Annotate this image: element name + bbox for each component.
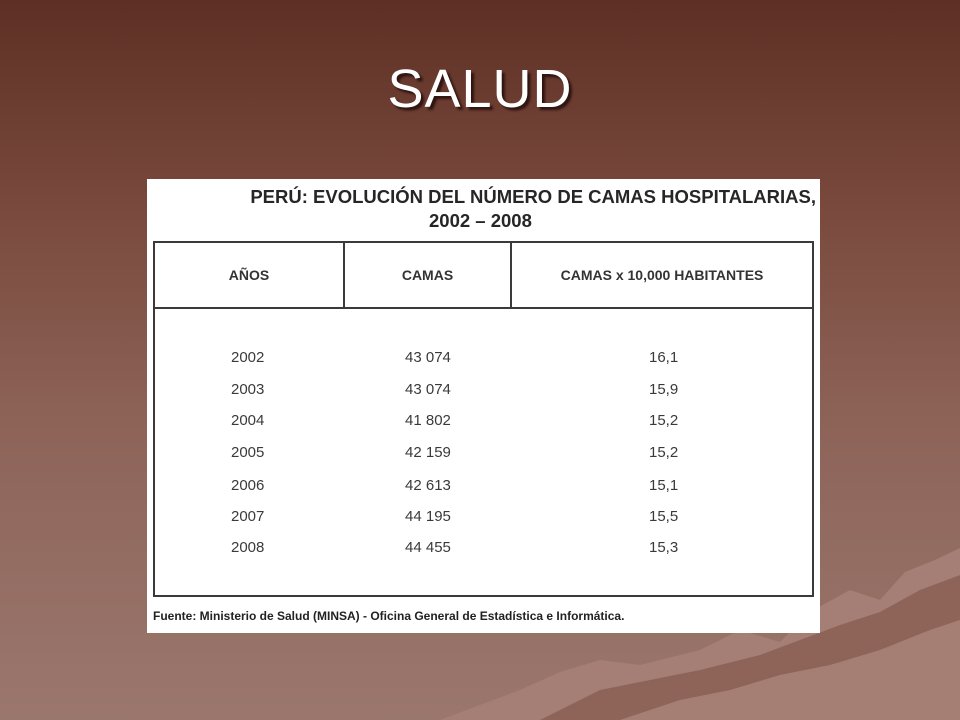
cell-rate: 16,1 [649,349,679,366]
cell-year: 2004 [231,412,265,429]
header-beds: CAMAS [345,243,512,307]
cell-year: 2007 [231,508,265,525]
table-title-line-2: 2002 – 2008 [429,210,532,231]
cell-year: 2003 [231,381,265,398]
cell-beds: 43 074 [405,381,451,398]
table-row [155,438,812,468]
table-source-note: Fuente: Ministerio de Salud (MINSA) - Oficina General de Estadística e Informática. [153,609,625,623]
cell-rate: 15,5 [649,508,679,525]
slide-title: SALUD [387,59,573,119]
table-row [155,375,812,405]
cell-beds: 44 455 [405,539,451,556]
cell-beds: 42 613 [405,477,451,494]
cell-rate: 15,2 [649,412,679,429]
cell-rate: 15,9 [649,381,679,398]
table-title-line-1: PERÚ: EVOLUCIÓN DEL NÚMERO DE CAMAS HOSPITALARIAS, [250,186,816,207]
cell-beds: 43 074 [405,349,451,366]
table-header-row [155,243,812,309]
cell-year: 2008 [231,539,265,556]
table-row [155,343,812,373]
cell-rate: 15,1 [649,477,679,494]
header-years: AÑOS [155,243,345,307]
table-image-panel [147,179,820,633]
cell-beds: 41 802 [405,412,451,429]
table-row [155,406,812,436]
table-row [155,533,812,563]
cell-year: 2002 [231,349,265,366]
table-row [155,502,812,532]
cell-beds: 44 195 [405,508,451,525]
cell-year: 2006 [231,477,265,494]
cell-beds: 42 159 [405,444,451,461]
cell-year: 2005 [231,444,265,461]
data-table [153,241,814,597]
cell-rate: 15,2 [649,444,679,461]
cell-rate: 15,3 [649,539,679,556]
header-beds-per-10000: CAMAS x 10,000 HABITANTES [560,267,764,283]
table-row [155,471,812,501]
